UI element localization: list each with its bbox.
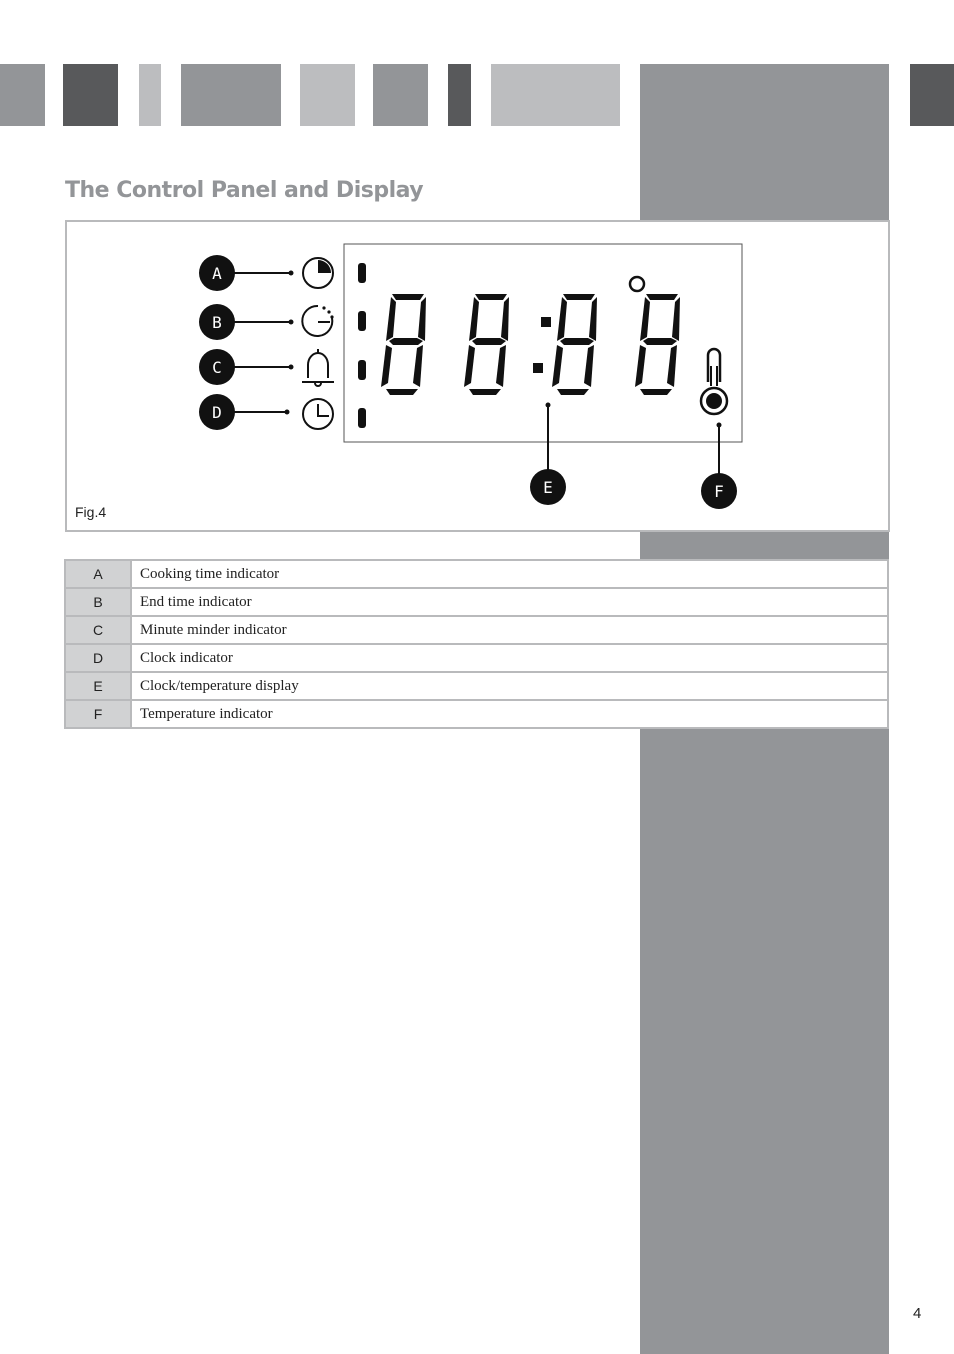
header-block-2 xyxy=(63,64,118,126)
legend-label: Minute minder indicator xyxy=(131,616,888,644)
legend-key: E xyxy=(65,672,131,700)
page-number: 4 xyxy=(913,1305,922,1322)
legend-label: Cooking time indicator xyxy=(131,560,888,588)
legend-label: Clock/temperature display xyxy=(131,672,888,700)
colon xyxy=(533,317,551,373)
badge-d xyxy=(199,394,235,430)
legend-label: Clock indicator xyxy=(131,644,888,672)
indicator-bars xyxy=(358,263,366,428)
end-time-icon xyxy=(302,306,333,336)
header-block-3 xyxy=(139,64,161,126)
digits xyxy=(381,294,680,395)
svg-text:C: C xyxy=(212,358,222,377)
table-row xyxy=(65,560,888,588)
thermometer-icon xyxy=(701,349,727,414)
header-block-4 xyxy=(181,64,281,126)
legend-label: End time indicator xyxy=(131,588,888,616)
table-row xyxy=(65,588,888,616)
svg-text:A: A xyxy=(212,264,222,283)
clock-icon xyxy=(303,399,333,429)
table-row xyxy=(65,700,888,728)
svg-text:F: F xyxy=(714,482,724,501)
header-block-9 xyxy=(910,64,954,126)
legend-key: A xyxy=(65,560,131,588)
badge-e xyxy=(530,469,566,505)
svg-text:B: B xyxy=(212,313,222,332)
legend-key: B xyxy=(65,588,131,616)
figure-caption: Fig.4 xyxy=(75,504,107,520)
header-block-6 xyxy=(373,64,428,126)
table-row xyxy=(65,616,888,644)
legend-key: C xyxy=(65,616,131,644)
page-title: The Control Panel and Display xyxy=(65,178,424,203)
table-row xyxy=(65,644,888,672)
header-block-8 xyxy=(491,64,620,126)
legend-key: D xyxy=(65,644,131,672)
legend-table xyxy=(64,559,889,729)
table-row xyxy=(65,672,888,700)
badge-b xyxy=(199,304,235,340)
svg-text:D: D xyxy=(212,403,222,422)
degree-mark xyxy=(630,277,644,291)
badge-a xyxy=(199,255,235,291)
legend-key: F xyxy=(65,700,131,728)
svg-text:E: E xyxy=(543,478,553,497)
bell-icon xyxy=(302,349,334,386)
cooking-time-icon xyxy=(303,258,333,288)
badge-c xyxy=(199,349,235,385)
header-block-1 xyxy=(0,64,45,126)
header-block-5 xyxy=(300,64,355,126)
control-panel-figure xyxy=(65,220,890,532)
badge-f xyxy=(701,473,737,509)
legend-label: Temperature indicator xyxy=(131,700,888,728)
header-block-7 xyxy=(448,64,471,126)
